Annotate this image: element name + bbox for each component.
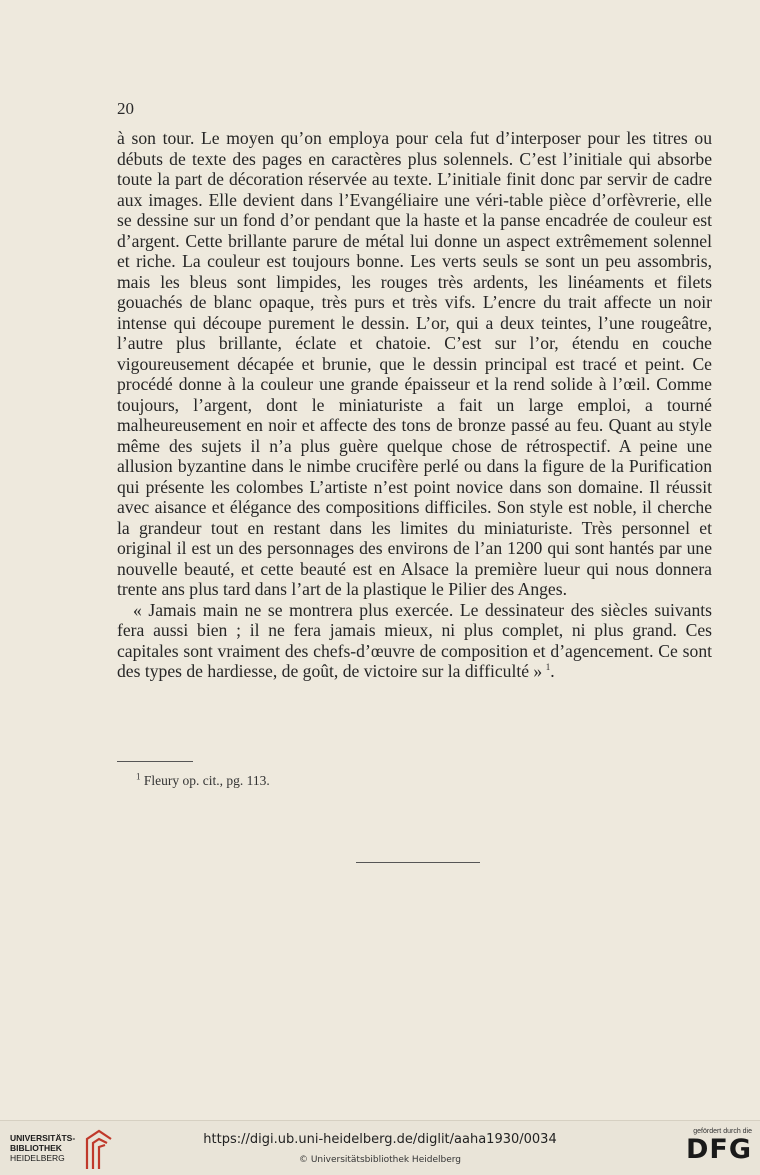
footnote-text: Fleury op. cit., pg. 113. bbox=[143, 773, 270, 788]
viewer-footer bbox=[0, 1120, 760, 1175]
paragraph-2-end: . bbox=[550, 661, 555, 681]
footnote-divider bbox=[117, 761, 193, 762]
footnote bbox=[136, 773, 270, 789]
document-url[interactable]: https://digi.ub.uni-heidelberg.de/diglit/aaha1930/0034 bbox=[203, 1132, 557, 1147]
library-name-line-1: UNIVERSITÄTS- bbox=[10, 1133, 76, 1143]
footnote-reference[interactable]: 1 bbox=[545, 662, 551, 673]
paragraph-2 bbox=[117, 600, 712, 682]
library-name-line-3: HEIDELBERG bbox=[10, 1153, 65, 1163]
paragraph-2-text: « Jamais main ne se montrera plus exercée. Le dessinateur des siècles suivants fera aussi bien ; il ne fera jamais mieux, ni plus complet, ni plus grand. Ces capitales sont vraiment des chefs-d’œuvre de composition et d’agencement. Ce sont des types de hardiesse, de goût, de victoire sur la difficulté » bbox=[117, 599, 712, 681]
body-text bbox=[117, 128, 712, 682]
funder-logo[interactable] bbox=[672, 1128, 752, 1165]
footnote-marker: 1 bbox=[136, 771, 141, 782]
dfg-logo-text: DFG bbox=[685, 1134, 752, 1165]
end-divider bbox=[356, 862, 480, 863]
paragraph-1: à son tour. Le moyen qu’on employa pour cela fut d’interposer pour les titres ou débuts de texte des pages en caractères plus solennels. C’est l’initiale qui absorbe toute la part de décoration réservée au texte. L’initiale finit donc par servir de cadre aux images. Elle devient dans l’Evangéliaire une véri-table pièce d’orfèvrerie, elle se dessine sur un fond d’or pendant que la haste et la panse encadrée de couleur est d’argent. Cette brillante parure de métal lui donne un aspect extrêmement solennel et riche. La couleur est toujours bonne. Les verts seuls se sont un peu assombris, mais les bleus sont limpides, les rouges très ardents, les linéaments et filets gouachés de blanc opaque, très purs et très vifs. L’encre du trait affecte un noir intense qui découpe purement le dessin. L’or, qui a deux teintes, l’une rougeâtre, l’autre plus brillante, éclate et chatoie. C’est sur l’or, étendu en couche vigoureusement décapée et brunie, que le dessin principal est tracé et peint. Ce procédé donne à la couleur une grande épaisseur et la rend solide à l’œil. Comme toujours, l’argent, dont le miniaturiste a fait un large emploi, a tourné malheureusement en noir et affecte des tons de bronze passé au feu. Quant au style même des sujets il n’a plus guère quelque chose de rétrospectif. A peine une allusion byzantine dans le nimbe crucifère perlé ou dans la figure de la Purification qui présente les colombes L’artiste n’est point novice dans son domaine. Il réussit avec aisance et élégance des compositions difficiles. Son style est noble, il cherche la grandeur tout en restant dans les limites du miniaturiste. Très personnel et original il est un des personnages des environs de l’an 1200 qui sont hantés par une nouvelle beauté, et cette beauté est en Alsace la première lueur qui nous donnera trente ans plus tard dans l’art de la plastique le Pilier des Anges. bbox=[117, 128, 712, 599]
funder-note: gefördert durch die bbox=[693, 1128, 752, 1135]
library-name-line-2: BIBLIOTHEK bbox=[10, 1143, 62, 1153]
page-number: 20 bbox=[117, 99, 134, 118]
copyright-notice: © Universitätsbibliothek Heidelberg bbox=[298, 1155, 461, 1165]
